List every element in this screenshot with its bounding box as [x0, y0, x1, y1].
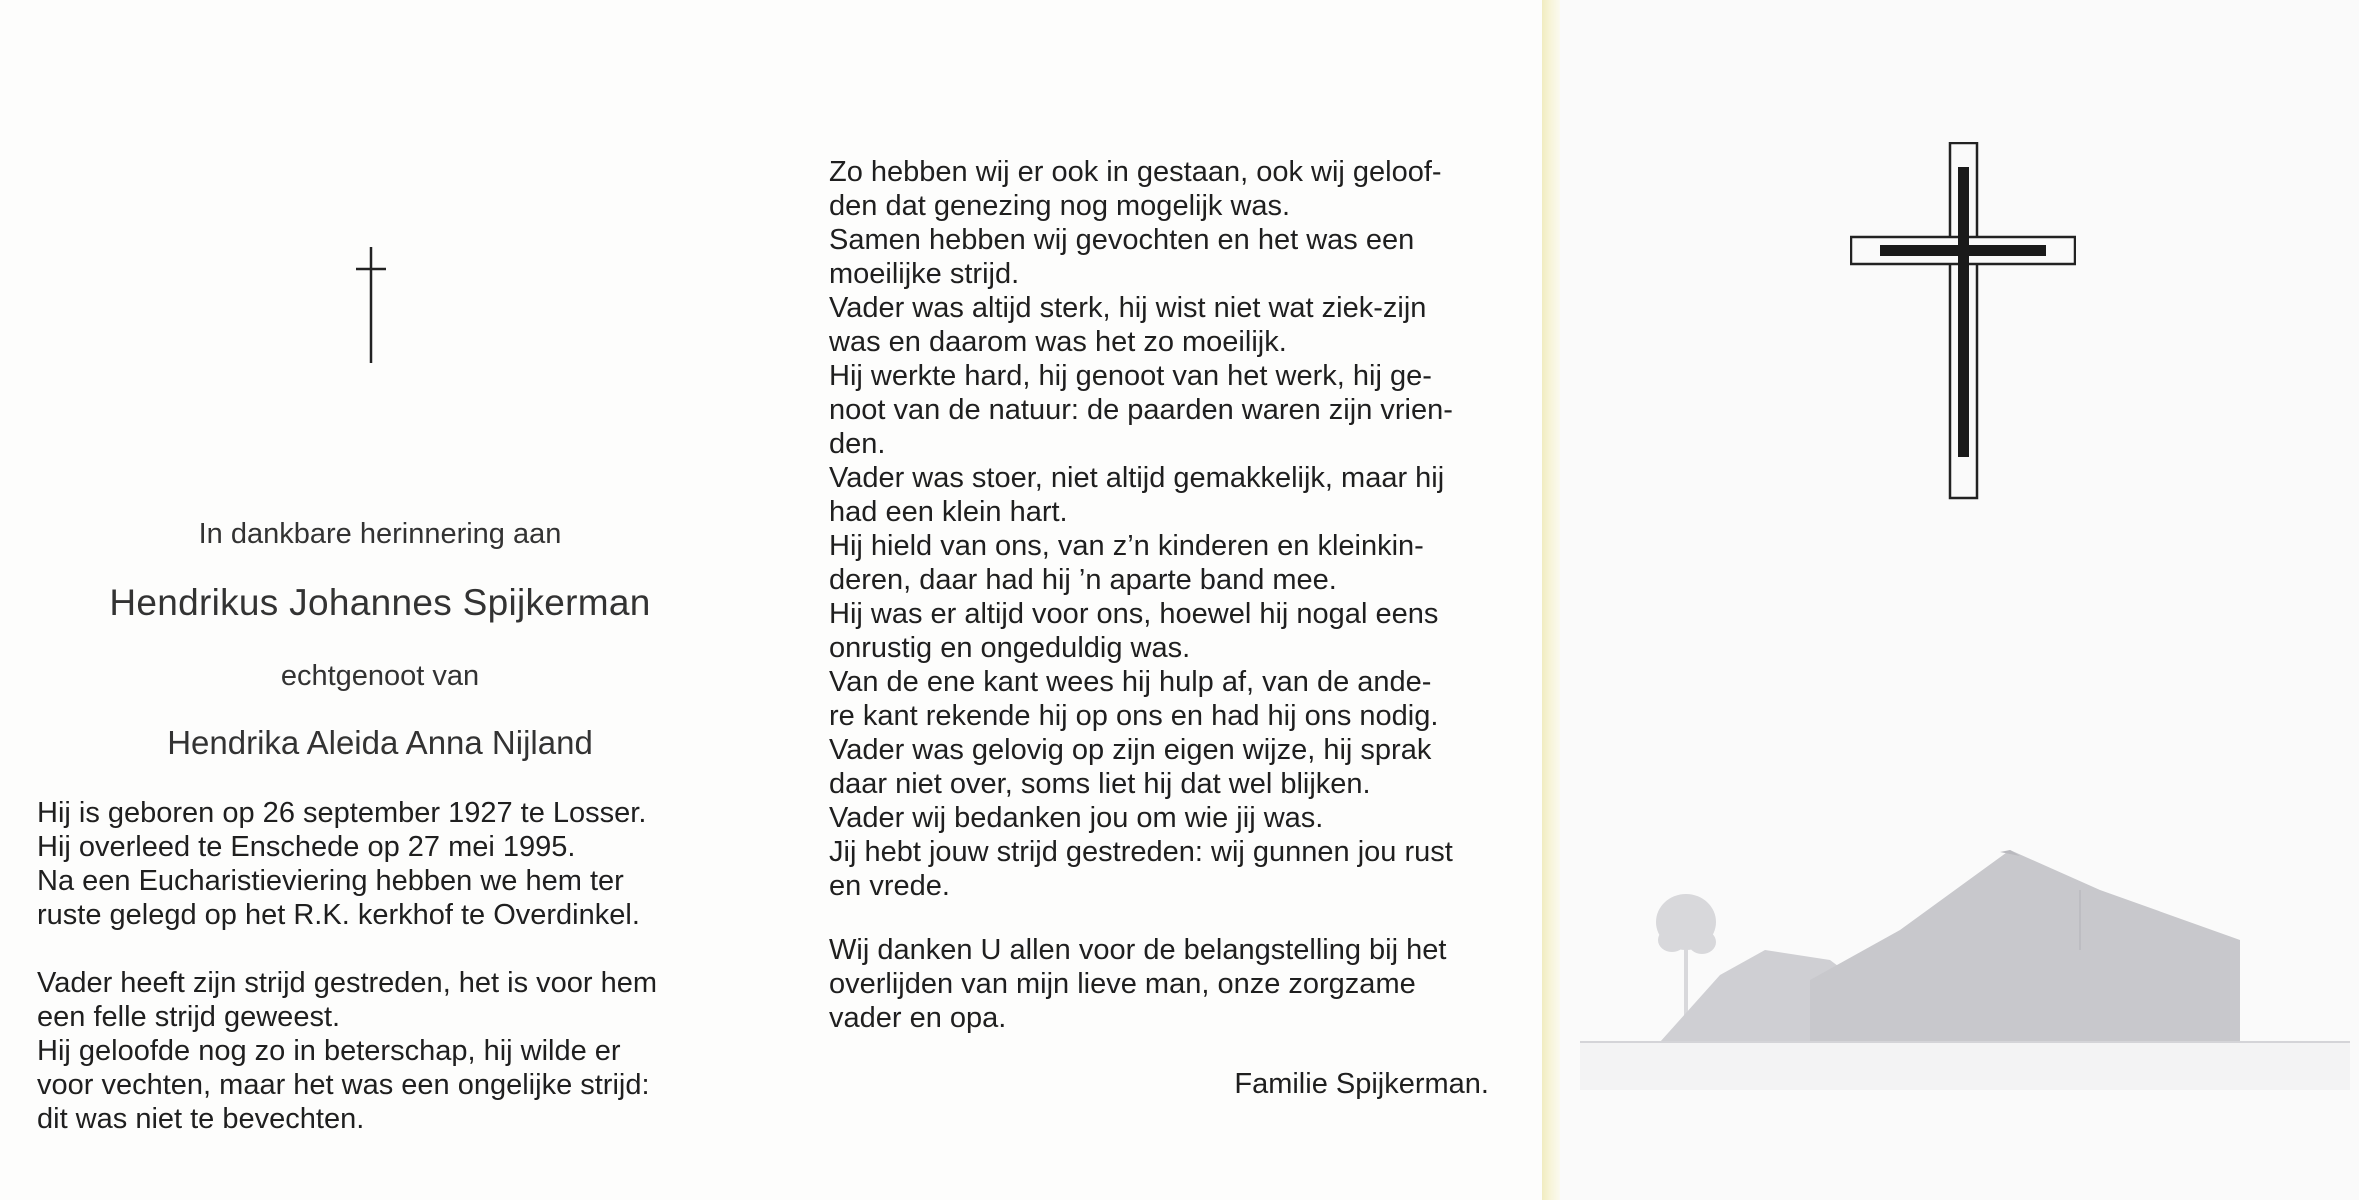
spouse-name: Hendrika Aleida Anna Nijland	[167, 724, 593, 761]
closing-thanks	[829, 933, 1489, 1035]
text-line: Jij hebt jouw strijd gestreden: wij gunnen jou rust	[829, 836, 1453, 868]
text-line: vader en opa.	[829, 1002, 1007, 1034]
text-line: daar niet over, soms liet hij dat wel blijken.	[829, 768, 1371, 800]
text-line: Vader was altijd sterk, hij wist niet wat ziek-zijn	[829, 292, 1427, 324]
text-line: Vader was stoer, niet altijd gemakkelijk, maar hij	[829, 462, 1445, 494]
text-line: Vader wij bedanken jou om wie jij was.	[829, 802, 1324, 834]
text-line: Hij hield van ons, van z’n kinderen en kleinkin-	[829, 530, 1424, 562]
text-line: den.	[829, 428, 886, 460]
text-line: Samen hebben wij gevochten en het was een	[829, 224, 1415, 256]
text-line: Hij werkte hard, hij genoot van het werk, hij ge-	[829, 360, 1432, 392]
cross-icon	[1850, 142, 2076, 500]
text-line: ruste gelegd op het R.K. kerkhof te Overdinkel.	[37, 899, 640, 931]
family-signature: Familie Spijkerman.	[1234, 1068, 1489, 1100]
text-line: Na een Eucharistieviering hebben we hem ter	[37, 865, 624, 897]
text-line: een felle strijd geweest.	[37, 1001, 341, 1033]
text-line: Van de ene kant wees hij hulp af, van de ande-	[829, 666, 1432, 698]
text-line: overlijden van mijn lieve man, onze zorgzame	[829, 968, 1416, 1000]
card-fold	[1542, 0, 1560, 1200]
text-line: Hij is geboren op 26 september 1927 te Losser.	[37, 797, 647, 829]
left-paragraph	[37, 966, 697, 1136]
text-line: noot van de natuur: de paarden waren zijn vrien-	[829, 394, 1453, 426]
birth-death-details	[37, 796, 697, 932]
text-line: Hij overleed te Enschede op 27 mei 1995.	[37, 831, 576, 863]
right-paragraph	[829, 155, 1489, 903]
text-line: Vader heeft zijn strijd gestreden, het is voor hem	[37, 967, 658, 999]
text-line: voor vechten, maar het was een ongelijke strijd:	[37, 1069, 650, 1101]
memorial-intro: In dankbare herinnering aan	[198, 518, 562, 550]
text-line: was en daarom was het zo moeilijk.	[829, 326, 1287, 358]
text-line: had een klein hart.	[829, 496, 1068, 528]
text-line: re kant rekende hij op ons en had hij ons nodig.	[829, 700, 1439, 732]
text-line: Wij danken U allen voor de belangstelling bij het	[829, 934, 1447, 966]
text-line: onrustig en ongeduldig was.	[829, 632, 1191, 664]
text-line: Vader was gelovig op zijn eigen wijze, hij sprak	[829, 734, 1432, 766]
text-line: deren, daar had hij ’n aparte band mee.	[829, 564, 1337, 596]
farmhouse-illustration	[1580, 830, 2350, 1090]
text-line: en vrede.	[829, 870, 950, 902]
text-line: Zo hebben wij er ook in gestaan, ook wij geloof-	[829, 156, 1442, 188]
text-line: Hij was er altijd voor ons, hoewel hij nogal eens	[829, 598, 1439, 630]
deceased-name: Hendrikus Johannes Spijkerman	[109, 582, 651, 623]
spouse-intro: echtgenoot van	[280, 660, 480, 692]
text-line: moeilijke strijd.	[829, 258, 1020, 290]
text-line: dit was niet te bevechten.	[37, 1103, 365, 1135]
text-line: Hij geloofde nog zo in beterschap, hij wilde er	[37, 1035, 621, 1067]
cross-icon	[356, 247, 386, 363]
text-line: den dat genezing nog mogelijk was.	[829, 190, 1291, 222]
